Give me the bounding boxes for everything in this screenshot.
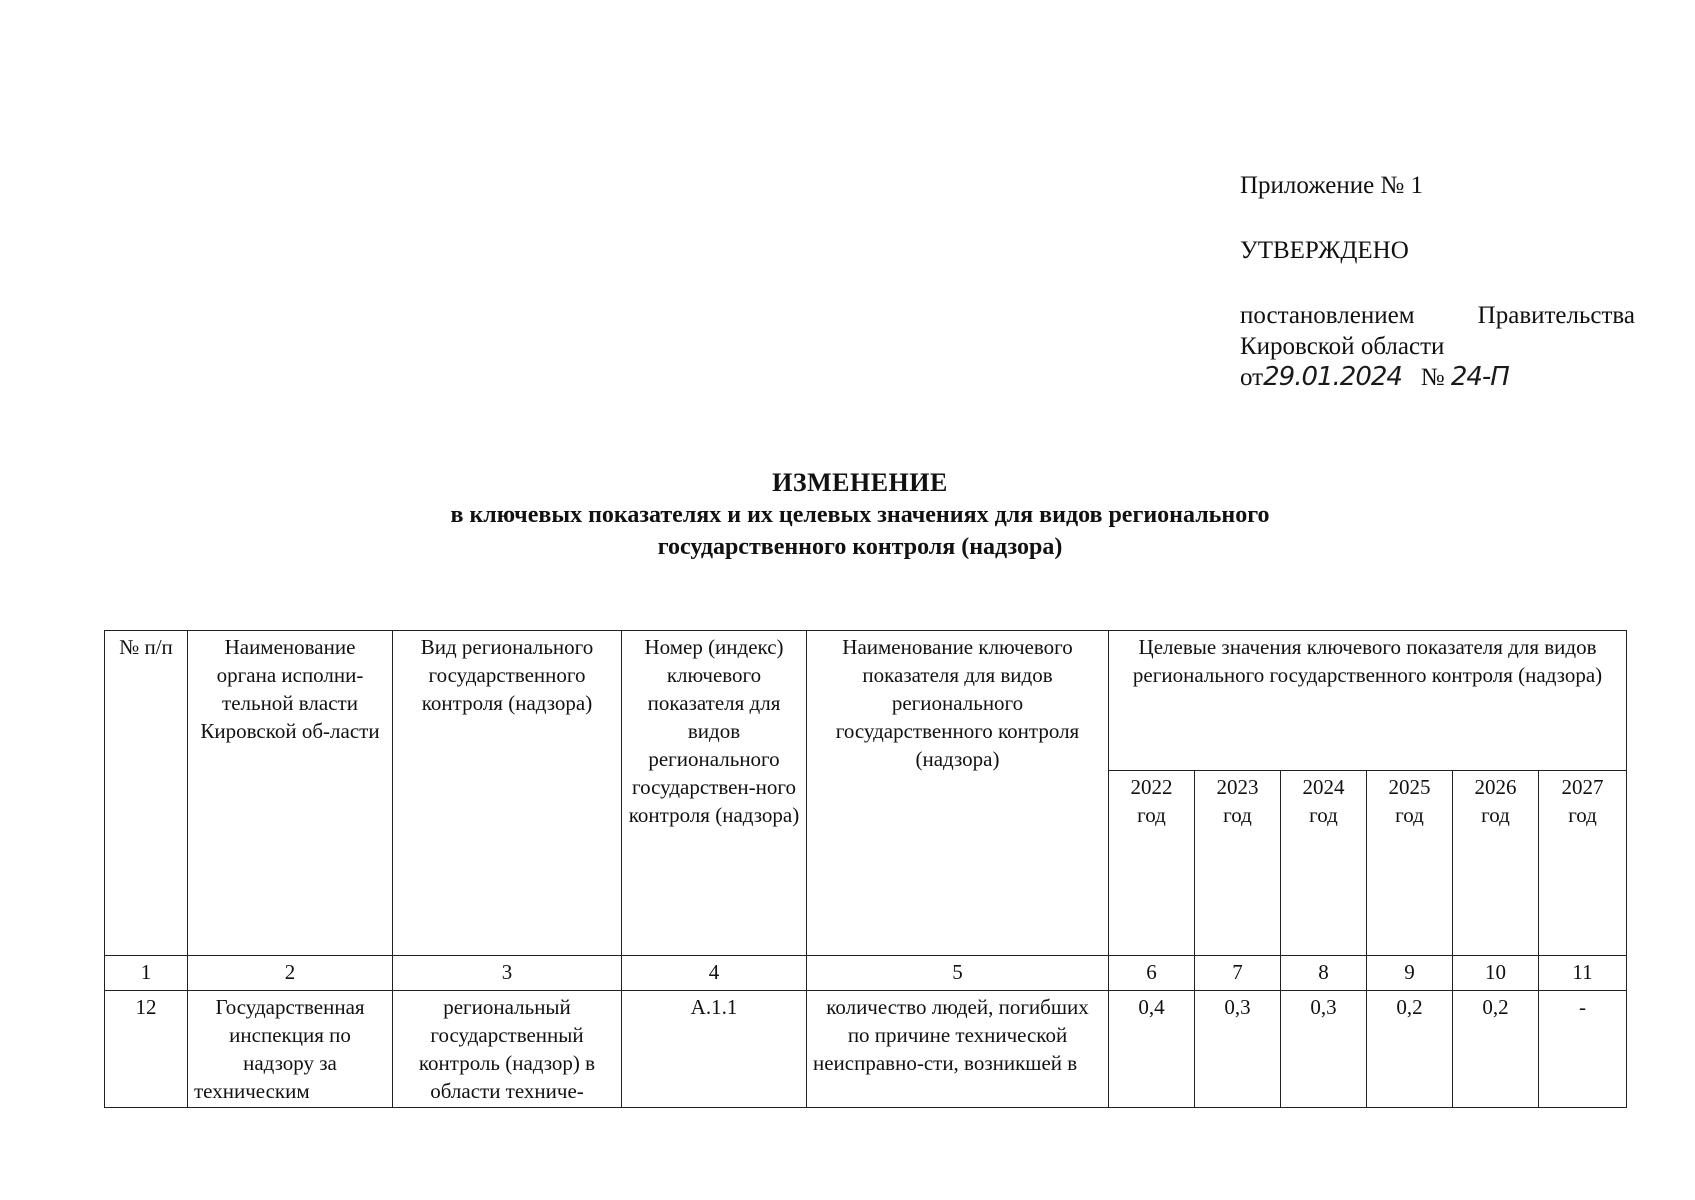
key-indicators-table [104, 630, 1627, 1108]
date-number-line [1240, 362, 1660, 393]
header-year: 2025 год [1367, 771, 1453, 956]
column-number: 10 [1453, 956, 1539, 991]
approved-label: УТВЕРЖДЕНО [1240, 237, 1409, 264]
approval-block [1240, 170, 1660, 393]
header-year: 2022 год [1109, 771, 1195, 956]
handwritten-number: 24-П [1450, 362, 1509, 392]
column-number: 7 [1195, 956, 1281, 991]
row-kind: региональный государственный контроль (надзор) в области техниче- [393, 991, 622, 1108]
header-index: Номер (индекс) ключевого показателя для видов регионального государствен-ного контроля (надзора) [622, 631, 807, 956]
header-organ: Наименование органа исполни-тельной власти Кировской об-ласти [188, 631, 393, 956]
row-value-2027: - [1539, 991, 1627, 1108]
document-subtitle-line-1: в ключевых показателях и их целевых значениях для видов регионального [450, 502, 1270, 528]
column-number: 11 [1539, 956, 1627, 991]
column-number: 8 [1281, 956, 1367, 991]
row-index: А.1.1 [622, 991, 807, 1108]
document-subtitle-line-2: государственного контроля (надзора) [657, 534, 1063, 560]
row-value-2023: 0,3 [1195, 991, 1281, 1108]
number-prefix: № [1420, 364, 1445, 391]
column-number: 4 [622, 956, 807, 991]
document-heading [200, 467, 1520, 563]
handwritten-date: 29.01.2024 [1263, 362, 1402, 392]
header-indicator: Наименование ключевого показателя для видов регионального государственного контроля (надзора) [807, 631, 1109, 956]
column-number: 6 [1109, 956, 1195, 991]
appendix-label: Приложение № 1 [1240, 172, 1424, 199]
header-year: 2023 год [1195, 771, 1281, 956]
header-num: № п/п [105, 631, 188, 956]
date-prefix: от [1240, 364, 1264, 391]
header-kind: Вид регионального государственного контроля (надзора) [393, 631, 622, 956]
row-value-2024: 0,3 [1281, 991, 1367, 1108]
column-number: 3 [393, 956, 622, 991]
column-number: 2 [188, 956, 393, 991]
document-title: ИЗМЕНЕНИЕ [772, 468, 948, 497]
row-indicator: количество людей, погибших по причине технической неисправно-сти, возникшей в [807, 991, 1109, 1108]
row-value-2022: 0,4 [1109, 991, 1195, 1108]
decree-line [1240, 300, 1635, 331]
column-number: 9 [1367, 956, 1453, 991]
header-year: 2026 год [1453, 771, 1539, 956]
decree-word: постановлением [1240, 302, 1415, 329]
header-targets: Целевые значения ключевого показателя для видов регионального государственного контроля (надзора) [1109, 631, 1627, 771]
header-year: 2024 год [1281, 771, 1367, 956]
header-year: 2027 год [1539, 771, 1627, 956]
row-value-2026: 0,2 [1453, 991, 1539, 1108]
table-row [105, 991, 1627, 1108]
column-number: 5 [807, 956, 1109, 991]
row-value-2025: 0,2 [1367, 991, 1453, 1108]
column-number-row [105, 956, 1627, 991]
row-num: 12 [105, 991, 188, 1108]
table-header-row [105, 631, 1627, 771]
row-organ: Государственная инспекция по надзору за техническим [188, 991, 393, 1108]
decree-government: Правительства [1477, 302, 1635, 329]
region-name: Кировской области [1240, 333, 1445, 360]
column-number: 1 [105, 956, 188, 991]
